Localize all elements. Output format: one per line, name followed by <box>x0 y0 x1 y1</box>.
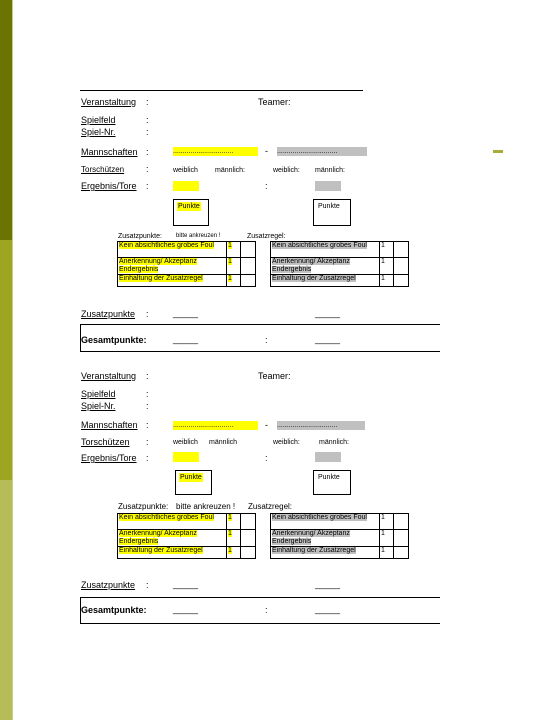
table-row <box>118 258 256 275</box>
bonus-blank-team1[interactable]: _____ <box>173 579 199 589</box>
bonus-value: 1 <box>381 242 385 249</box>
label-maennlich-1: männlich <box>209 439 238 446</box>
side-bar-light <box>0 480 12 720</box>
label-weiblich-1: weiblich <box>173 167 198 174</box>
bonus-criterion: Anerkennung/ Akzeptanz Endergebnis <box>272 258 350 273</box>
bonus-criterion: Einhaltung der Zusatzregel <box>119 547 203 554</box>
bonus-value: 1 <box>228 242 232 249</box>
colon: : <box>146 147 149 157</box>
checkbox-cell[interactable] <box>394 275 409 287</box>
bonus-criterion: Einhaltung der Zusatzregel <box>119 275 203 282</box>
checkbox-cell[interactable] <box>241 242 256 258</box>
bonus-blank-team1[interactable]: _____ <box>173 308 199 318</box>
bonus-criterion: Kein absichtliches grobes Foul <box>272 242 367 249</box>
side-bar-dark <box>0 0 12 240</box>
score-team2-field[interactable] <box>315 452 341 462</box>
total-colon: : <box>265 335 268 345</box>
colon: : <box>146 437 149 447</box>
colon: : <box>146 181 149 191</box>
label-zusatzregel: Zusatzregel: <box>248 502 293 511</box>
label-spielnr: Spiel-Nr. <box>81 127 116 137</box>
bonus-table-team1 <box>117 513 256 559</box>
label-spielfeld: Spielfeld <box>81 389 116 399</box>
points-box-team2[interactable] <box>313 470 351 495</box>
team-separator: - <box>265 420 268 430</box>
points-label: Punkte <box>318 474 340 481</box>
bonus-table-team1 <box>117 241 256 287</box>
header-rule <box>80 90 363 91</box>
bonus-blank-team2[interactable]: _____ <box>315 308 341 318</box>
table-row <box>271 242 409 258</box>
label-veranstaltung: Veranstaltung <box>81 97 137 107</box>
bonus-value: 1 <box>381 258 385 265</box>
points-box-team2[interactable] <box>313 199 351 226</box>
bonus-criterion: Kein absichtliches grobes Foul <box>119 514 214 521</box>
checkbox-cell[interactable] <box>241 514 256 530</box>
colon: : <box>146 389 149 399</box>
bonus-criterion: Anerkennung/ Akzeptanz Endergebnis <box>119 530 197 545</box>
table-row <box>271 275 409 287</box>
table-row <box>118 514 256 530</box>
label-zusatzregel: Zusatzregel: <box>247 233 286 240</box>
total-blank-team1[interactable]: _____ <box>173 604 199 614</box>
colon: : <box>146 127 149 137</box>
label-weiblich-1: weiblich <box>173 439 198 446</box>
team1-field[interactable]: ............................... <box>173 147 258 156</box>
checkbox-cell[interactable] <box>241 258 256 275</box>
points-box-team1[interactable] <box>175 470 212 495</box>
checkbox-cell[interactable] <box>394 530 409 547</box>
bonus-criterion: Anerkennung/ Akzeptanz Endergebnis <box>272 530 350 545</box>
bonus-table-team2 <box>270 241 409 287</box>
bonus-blank-team2[interactable]: _____ <box>315 579 341 589</box>
label-zusatzpunkte-head: Zusatzpunkte: <box>118 233 162 240</box>
points-label: Punkte <box>180 474 202 481</box>
bonus-value: 1 <box>381 275 385 282</box>
bonus-value: 1 <box>228 258 232 265</box>
score-team1-field[interactable] <box>173 452 199 462</box>
colon: : <box>146 371 149 381</box>
team2-field[interactable]: ............................... <box>277 421 365 430</box>
bonus-criterion: Anerkennung/ Akzeptanz Endergebnis <box>119 258 197 273</box>
label-gesamtpunkte: Gesamtpunkte: <box>81 605 147 615</box>
label-ergebnis: Ergebnis/Tore <box>81 453 137 463</box>
checkbox-cell[interactable] <box>394 258 409 275</box>
table-row <box>118 275 256 287</box>
accent-dash <box>493 150 503 153</box>
colon: : <box>146 309 149 319</box>
label-spielfeld: Spielfeld <box>81 115 116 125</box>
side-bar-edge <box>12 0 13 720</box>
bonus-criterion: Kein absichtliches grobes Foul <box>272 514 367 521</box>
checkbox-cell[interactable] <box>394 242 409 258</box>
label-maennlich-2: männlich: <box>315 167 345 174</box>
checkbox-cell[interactable] <box>241 275 256 287</box>
label-bitte-ankreuzen: bitte ankreuzen ! <box>176 233 221 239</box>
total-colon: : <box>265 605 268 615</box>
colon: : <box>146 97 149 107</box>
points-label: Punkte <box>318 203 340 210</box>
total-blank-team2[interactable]: _____ <box>315 334 341 344</box>
label-veranstaltung: Veranstaltung <box>81 371 137 381</box>
label-zusatzpunkte-head: Zusatzpunkte: <box>118 502 169 511</box>
label-torschuetzen: Torschützen <box>81 165 125 174</box>
bonus-value: 1 <box>228 530 232 537</box>
colon: : <box>146 164 149 174</box>
table-row <box>118 530 256 547</box>
checkbox-cell[interactable] <box>241 547 256 559</box>
bonus-criterion: Einhaltung der Zusatzregel <box>272 275 356 282</box>
table-row <box>271 530 409 547</box>
label-teamer: Teamer: <box>258 371 291 381</box>
table-row <box>271 258 409 275</box>
table-row <box>271 514 409 530</box>
bonus-value: 1 <box>381 514 385 521</box>
label-gesamtpunkte: Gesamtpunkte: <box>81 335 147 345</box>
checkbox-cell[interactable] <box>394 514 409 530</box>
label-zusatzpunkte: Zusatzpunkte <box>81 580 136 590</box>
label-teamer: Teamer: <box>258 97 291 107</box>
bonus-criterion: Kein absichtliches grobes Foul <box>119 242 214 249</box>
label-ergebnis: Ergebnis/Tore <box>81 181 137 191</box>
label-maennlich-1: männlich: <box>215 167 245 174</box>
bonus-value: 1 <box>228 514 232 521</box>
score-colon: : <box>265 181 268 191</box>
total-blank-team2[interactable]: _____ <box>315 604 341 614</box>
colon: : <box>146 453 149 463</box>
bonus-criterion: Einhaltung der Zusatzregel <box>272 547 356 554</box>
label-mannschaften: Mannschaften <box>81 147 138 157</box>
colon: : <box>146 115 149 125</box>
bonus-value: 1 <box>228 275 232 282</box>
score-colon: : <box>265 453 268 463</box>
checkbox-cell[interactable] <box>241 530 256 547</box>
label-maennlich-2: männlich: <box>319 439 349 446</box>
checkbox-cell[interactable] <box>394 547 409 559</box>
table-row <box>271 547 409 559</box>
bonus-value: 1 <box>381 547 385 554</box>
total-blank-team1[interactable]: _____ <box>173 334 199 344</box>
colon: : <box>146 420 149 430</box>
score-team1-field[interactable] <box>173 181 199 191</box>
label-mannschaften: Mannschaften <box>81 420 138 430</box>
points-box-team1[interactable] <box>173 199 209 226</box>
side-bar-medium <box>0 240 12 480</box>
score-team2-field[interactable] <box>315 181 341 191</box>
label-zusatzpunkte: Zusatzpunkte <box>81 309 136 319</box>
table-row <box>118 242 256 258</box>
team1-field[interactable]: ............................... <box>173 421 258 430</box>
points-label: Punkte <box>178 203 200 210</box>
colon: : <box>146 580 149 590</box>
label-torschuetzen: Torschützen <box>81 437 130 447</box>
bonus-table-team2 <box>270 513 409 559</box>
label-spielnr: Spiel-Nr. <box>81 401 116 411</box>
team-separator: - <box>265 146 268 156</box>
team2-field[interactable]: ............................... <box>277 147 367 156</box>
bonus-value: 1 <box>228 547 232 554</box>
label-weiblich-2: weiblich: <box>273 439 300 446</box>
table-row <box>118 547 256 559</box>
label-weiblich-2: weiblich: <box>273 167 300 174</box>
bonus-value: 1 <box>381 530 385 537</box>
label-bitte-ankreuzen: bitte ankreuzen ! <box>176 502 236 511</box>
colon: : <box>146 401 149 411</box>
